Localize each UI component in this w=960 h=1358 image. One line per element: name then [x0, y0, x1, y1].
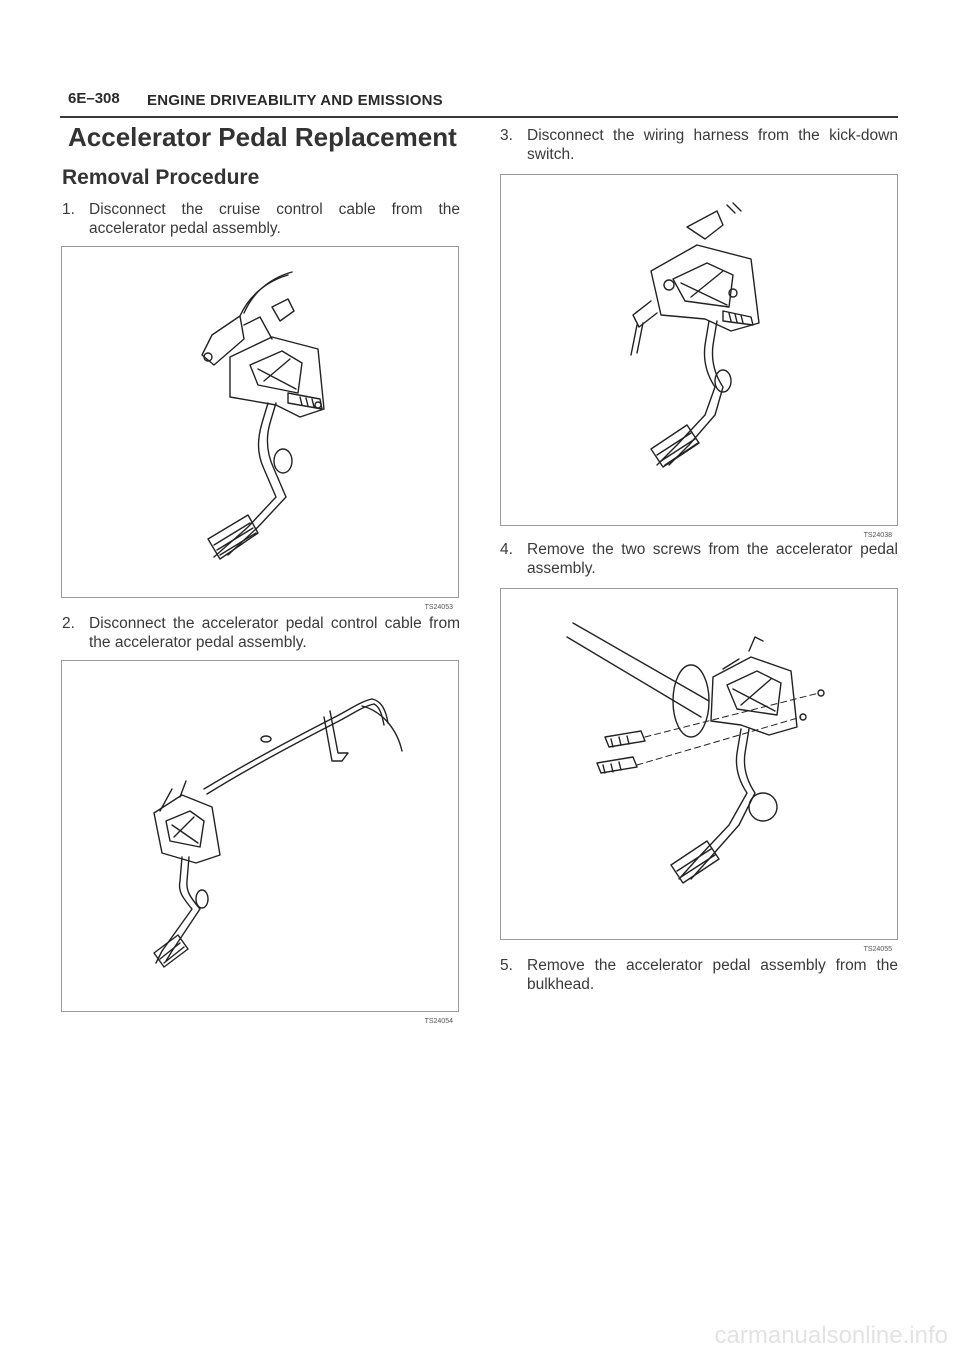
header-rule — [60, 116, 898, 118]
procedure-heading: Removal Procedure — [62, 166, 260, 189]
figure-id: TS24055 — [863, 946, 892, 953]
step-text: Disconnect the accelerator pedal control cable from the accelerator pedal assembly. — [89, 615, 460, 651]
step-number: 2. — [62, 615, 75, 632]
figure-pedal-screws — [500, 588, 898, 953]
figure-cruise-cable — [61, 246, 459, 611]
step-number: 3. — [500, 127, 513, 144]
step-4 — [500, 540, 898, 578]
figure-id: TS24038 — [863, 532, 892, 539]
step-number: 1. — [62, 201, 75, 218]
figure-id: TS24053 — [424, 604, 453, 611]
figure-pedal-control-cable — [61, 660, 459, 1025]
section-title: ENGINE DRIVEABILITY AND EMISSIONS — [147, 92, 443, 109]
step-1 — [62, 200, 460, 238]
watermark: carmanualsonline.info — [714, 1322, 948, 1349]
step-number: 5. — [500, 957, 513, 974]
pedal-illustration — [501, 175, 897, 525]
figure-id: TS24054 — [424, 1018, 453, 1025]
pedal-illustration — [62, 247, 458, 597]
step-text: Disconnect the cruise control cable from the accelerator pedal assembly. — [89, 201, 460, 237]
step-3 — [500, 126, 898, 164]
step-number: 4. — [500, 541, 513, 558]
step-5 — [500, 956, 898, 994]
figure-kickdown-harness — [500, 174, 898, 539]
pedal-illustration — [501, 589, 897, 939]
page-number: 6E–308 — [68, 90, 120, 107]
pedal-illustration — [62, 661, 458, 1011]
step-text: Disconnect the wiring harness from the kick-down switch. — [527, 127, 898, 163]
page-title: Accelerator Pedal Replacement — [68, 122, 457, 152]
step-text: Remove the two screws from the accelerator pedal assembly. — [527, 541, 898, 577]
step-2 — [62, 614, 460, 652]
step-text: Remove the accelerator pedal assembly from the bulkhead. — [527, 957, 898, 993]
